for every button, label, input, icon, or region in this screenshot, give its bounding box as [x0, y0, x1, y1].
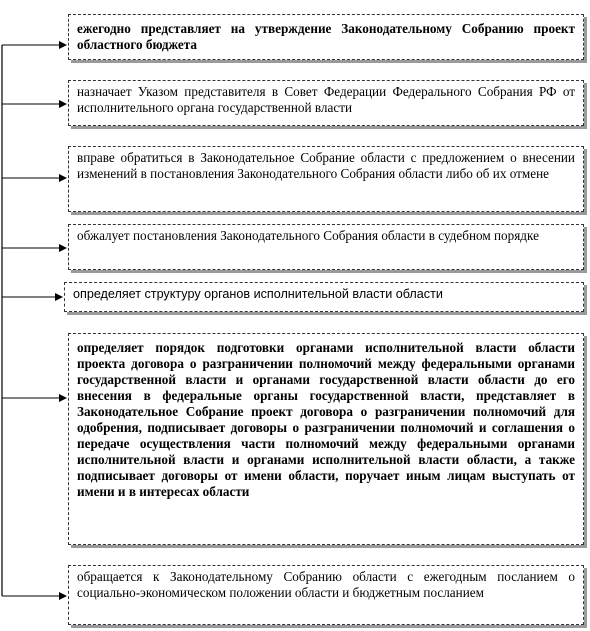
- power-box-amendments: [68, 146, 584, 212]
- power-box-federation-council: [68, 80, 584, 126]
- power-text-budget: ежегодно представляет на утверждение Законодательному Собранию проект областного бюджета: [77, 21, 575, 52]
- power-box-budget: [68, 14, 584, 60]
- power-text-treaties: определяет порядок подготовки органами исполнительной власти области проекта договора о разграничении полномочий между федеральными органами государственной власти и органами государственной власти области до его внесения в федеральные органы государственной власти, представляет в Законодательное Собрание проект договора о разграничении полномочий для одобрения, подписывает договоры о разграничении полномочий и соглашения о передаче осуществления части полномочий между федеральными органами исполнительной власти и органами исполнительной власти области, а также подписывает договоры от имени области, поручает иным лицам выступать от имени и в интересах области: [77, 340, 575, 499]
- power-box-treaties: [68, 333, 584, 545]
- power-text-federation-council: назначает Указом представителя в Совет Федерации Федерального Собрания РФ от исполнительного органа государственной власти: [77, 84, 575, 115]
- power-text-annual-address: обращается к Законодательному Собранию области с ежегодным посланием о социально-экономическом положении области и бюджетным посланием: [77, 569, 575, 600]
- power-text-structure: определяет структуру органов исполнительной власти области: [73, 287, 443, 301]
- power-text-court-appeal: обжалует постановления Законодательного Собрания области в судебном порядке: [77, 228, 539, 243]
- power-text-amendments: вправе обратиться в Законодательное Собрание области с предложением о внесении изменений в постановления Законодательного Собрания области либо об их отмене: [77, 150, 575, 181]
- power-box-annual-address: [68, 565, 584, 625]
- power-box-structure: [64, 282, 584, 312]
- power-box-court-appeal: [68, 224, 584, 270]
